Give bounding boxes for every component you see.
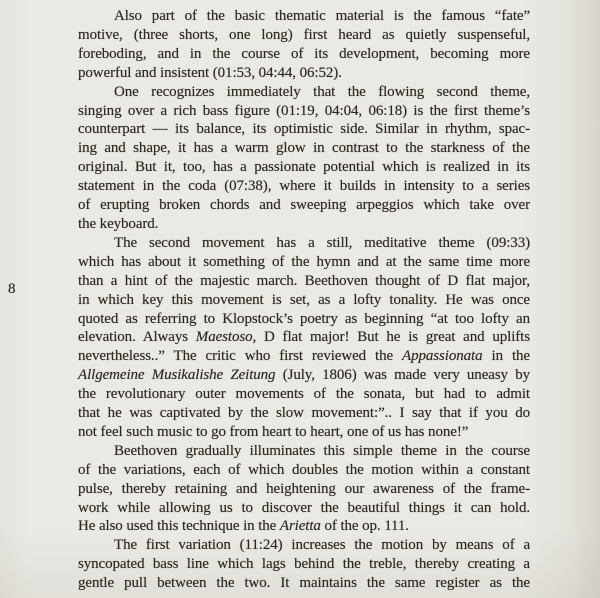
text-segment: powerful and insistent (01:53, 04:44, 06:52). <box>78 64 342 81</box>
text-line <box>78 139 530 158</box>
text-segment: singing over a rich bass figure (01:19, 04:04, 06:18) is the first theme’s <box>78 102 530 119</box>
text-segment: One recognizes immediately that the flowing second theme, <box>114 83 530 100</box>
text-segment: the revolutionary outer movements of the sonata, but had to admit <box>78 386 530 403</box>
text-line <box>78 480 530 499</box>
text-segment: Also part of the basic thematic material is the famous “fate” <box>114 8 530 24</box>
text-segment: motive, (three shorts, one long) first heard as quietly suspenseful, <box>78 26 530 43</box>
italic-text-segment: Allgemeine Musikalishe Zeitung <box>78 367 276 384</box>
text-line <box>78 177 530 196</box>
text-segment: (July, 1806) was made very uneasy by <box>275 367 530 384</box>
text-segment: foreboding, and in the course of its development, becoming more <box>78 45 530 62</box>
text-segment: original. But it, too, has a passionate potential which is realized in its <box>78 159 530 176</box>
text-line <box>78 120 530 139</box>
text-segment: quoted as referring to Klopstock’s poetry as beginning “at too lofty an <box>78 310 530 327</box>
text-segment: which has about it something of the hymn and at the same time more <box>78 253 530 270</box>
text-line <box>78 83 530 102</box>
text-line <box>78 404 530 423</box>
text-line <box>78 536 530 555</box>
text-segment: of the variations, each of which doubles the motion within a constant <box>78 461 530 478</box>
text-line <box>78 517 530 536</box>
text-line <box>78 253 530 272</box>
text-segment: nevertheless..” The critic who first reviewed the <box>78 348 403 365</box>
text-line <box>78 423 530 442</box>
text-line <box>78 328 530 347</box>
text-segment: in the <box>482 348 530 365</box>
text-line <box>78 442 530 461</box>
text-line <box>78 574 530 593</box>
text-block <box>78 7 530 593</box>
text-line <box>78 64 530 83</box>
text-segment: not feel such music to go from heart to heart, one of us has none!” <box>78 423 469 440</box>
text-segment: pulse, thereby retaining and heightening our awareness of the frame- <box>78 480 530 497</box>
text-line <box>78 102 530 121</box>
text-line <box>78 555 530 574</box>
text-line <box>78 385 530 404</box>
text-segment: in which key this movement is set, as a lofty tonality. He was once <box>78 291 530 308</box>
text-segment: of erupting broken chords and sweeping arpeggios which take over <box>78 197 530 214</box>
text-segment: statement in the coda (07:38), where it builds in intensity to a series <box>78 178 530 195</box>
text-segment: that he was captivated by the slow movement:”.. I say that if you do <box>78 405 530 422</box>
text-line <box>78 347 530 366</box>
text-segment: D flat major! But he is great and uplifts <box>256 329 530 346</box>
text-segment: elevation. Always <box>78 329 196 346</box>
text-segment: He also used this technique in the <box>78 518 280 535</box>
text-segment: of the op. 111. <box>320 518 409 535</box>
text-segment: The first variation (11:24) increases the motion by means of a <box>114 537 530 554</box>
text-line <box>78 26 530 45</box>
text-line <box>78 234 530 253</box>
italic-text-segment: Appassionata <box>402 348 483 365</box>
text-line <box>78 366 530 385</box>
text-segment: than a hint of the majestic march. Beethoven thought of D flat major, <box>78 272 530 289</box>
text-line <box>78 45 530 64</box>
text-line <box>78 7 530 26</box>
text-line <box>78 215 530 234</box>
text-line <box>78 310 530 329</box>
text-segment: work while allowing us to discover the beautiful things it can hold. <box>78 499 530 516</box>
text-segment: gentle pull between the two. It maintains the same register as the <box>78 575 530 592</box>
text-segment: syncopated bass line which lags behind the treble, thereby creating a <box>78 556 530 573</box>
text-segment: Beethoven gradually illuminates this simple theme in the course <box>114 442 530 459</box>
text-segment: ing and shape, it has a warm glow in contrast to the starkness of the <box>78 140 530 157</box>
text-line <box>78 196 530 215</box>
text-line <box>78 158 530 177</box>
text-line <box>78 291 530 310</box>
text-segment: The second movement has a still, meditative theme (09:33) <box>114 234 530 251</box>
page-number: 8 <box>8 281 16 297</box>
text-segment: the keyboard. <box>78 215 159 232</box>
italic-text-segment: Arietta <box>279 518 321 535</box>
text-line <box>78 272 530 291</box>
text-line <box>78 499 530 518</box>
italic-text-segment: Maestoso, <box>195 329 257 346</box>
text-segment: counterpart — its balance, its optimistic side. Similar in rhythm, spac- <box>78 121 530 138</box>
text-line <box>78 461 530 480</box>
